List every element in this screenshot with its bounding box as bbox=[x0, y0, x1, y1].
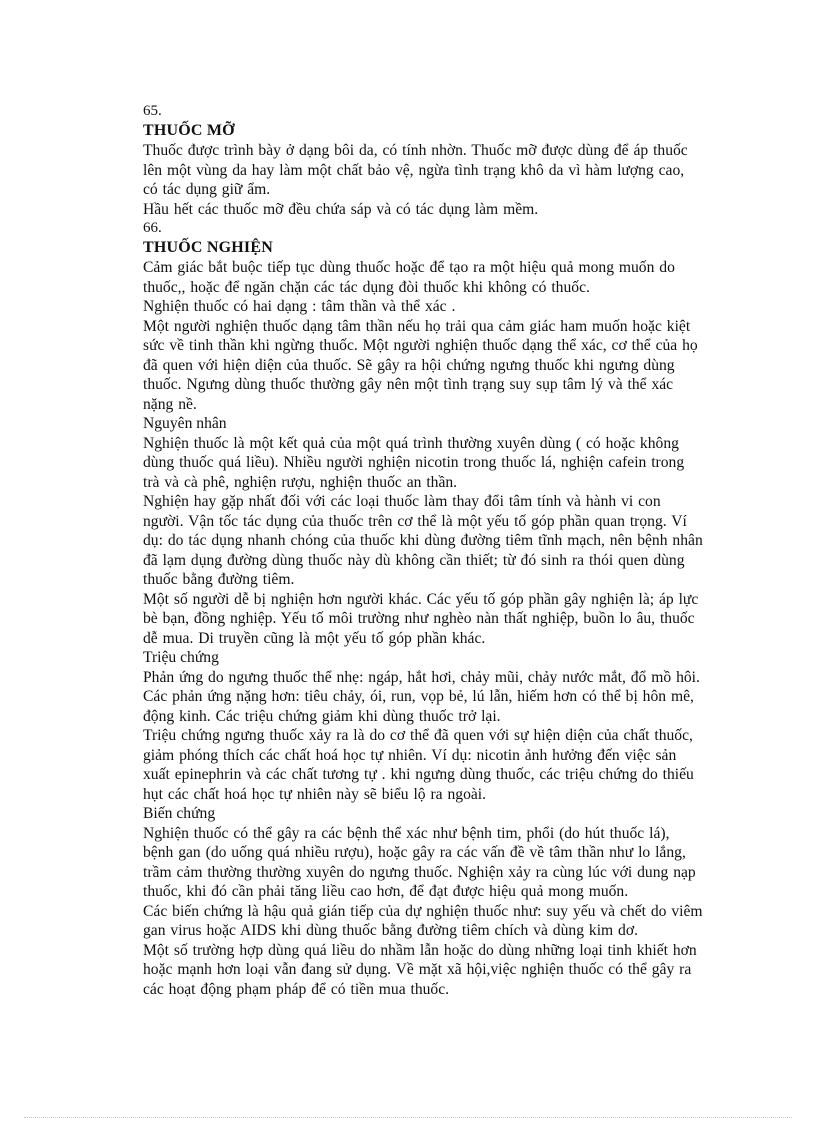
section-symptoms bbox=[143, 648, 703, 804]
document-page bbox=[143, 102, 703, 999]
paragraph: Nghiện thuốc có thể gây ra các bệnh thể xác như bệnh tim, phổi (do hút thuốc lá), bệnh gan (do uống quá nhiều rượu), hoặc gây ra các vấn đề về tâm thần như lo lắng, trầm cảm thường thường xuyên do ngưng thuốc. Nghiện xảy ra cùng lúc với dung nạp thuốc, khi đó cần phải tăng liều cao hơn, để đạt được hiệu quả mong muốn. bbox=[143, 824, 696, 900]
section-heading: Biến chứng bbox=[143, 805, 216, 822]
paragraph: Một số trường hợp dùng quá liều do nhầm lẫn hoặc do dùng những loại tinh khiết hơn hoặc mạnh hơn loại vẫn đang sử dụng. Về mặt xã hội,việc nghiện thuốc có thể gây ra các hoạt động phạm pháp để có tiền mua thuốc. bbox=[143, 941, 697, 998]
paragraph: Nghiện thuốc có hai dạng : tâm thần và thể xác . bbox=[143, 298, 456, 315]
section-heading: Nguyên nhân bbox=[143, 415, 227, 432]
paragraph: Các biến chứng là hậu quả gián tiếp của dự nghiện thuốc như: suy yếu và chết do viêm gan virus hoặc AIDS khi dùng thuốc bằng đường tiêm chích và dùng kim dơ. bbox=[143, 902, 703, 939]
entry-number: 66. bbox=[143, 220, 162, 236]
paragraph: Nghiện thuốc là một kết quả của một quá trình thường xuyên dùng ( có hoặc không dùng thuốc quá liều). Nhiều người nghiện nicotin trong thuốc lá, nghiện cafein trong trà và cà phê, nghiện rượu, nghiện thuốc an thần. bbox=[143, 434, 685, 491]
paragraph: Nghiện hay gặp nhất đối với các loại thuốc làm thay đổi tâm tính và hành vi con người. Vận tốc tác dụng của thuốc trên cơ thể là một yếu tố góp phần quan trọng. Ví dụ: do tác dụng nhanh chóng của thuốc khi dùng đường tiêm tĩnh mạch, nên bệnh nhân đã lạm dụng đường dùng thuốc này dù không cần thiết; từ đó sinh ra thói quen dùng thuốc bằng đường tiêm. bbox=[143, 493, 703, 588]
entry-65 bbox=[143, 102, 703, 219]
page-footer-divider bbox=[24, 1117, 792, 1118]
entry-title: THUỐC MỠ bbox=[143, 122, 235, 139]
section-heading: Triệu chứng bbox=[143, 649, 219, 666]
paragraph: Một số người dễ bị nghiện hơn người khác. Các yếu tố góp phần gây nghiện là; áp lực bè bạn, đồng nghiệp. Yếu tố môi trường như nghèo nàn thất nghiệp, buồn lo âu, thuốc dễ mua. Di truyền cũng là một yếu tố góp phần khác. bbox=[143, 590, 699, 647]
section-causes bbox=[143, 414, 703, 648]
paragraph: Một người nghiện thuốc dạng tâm thần nếu họ trải qua cảm giác ham muốn hoặc kiệt sức về tinh thần khi ngừng thuốc. Một người nghiện thuốc dạng thể xác, cơ thể của họ đã quen với hiện diện của thuốc. Sẽ gây ra hội chứng ngưng thuốc khi ngưng dùng thuốc. Ngưng dùng thuốc thường gây nên một tình trạng suy sụp tâm lý và thể xác nặng nề. bbox=[143, 317, 698, 413]
section-complications bbox=[143, 804, 703, 999]
paragraph: Phản ứng do ngưng thuốc thể nhẹ: ngáp, hắt hơi, chảy mũi, chảy nước mắt, đổ mồ hôi. Các phản ứng nặng hơn: tiêu chảy, ói, run, vọp bẻ, lú lẫn, hiếm hơn có thể bị hôn mê, động kinh. Các triệu chứng giảm khi dùng thuốc trở lại. bbox=[143, 668, 700, 725]
paragraph: Cảm giác bắt buộc tiếp tục dùng thuốc hoặc để tạo ra một hiệu quả mong muốn do thuốc,, hoặc để ngăn chặn các tác dụng đòi thuốc khi không có thuốc. bbox=[143, 259, 675, 296]
entry-number: 65. bbox=[143, 103, 162, 119]
paragraph: Thuốc được trình bày ở dạng bôi da, có tính nhờn. Thuốc mỡ được dùng để áp thuốc lên một vùng da hay làm một chất bảo vệ, ngừa tình trạng khô da vì hàm lượng cao, có tác dụng giữ ẩm. bbox=[143, 142, 688, 198]
entry-title: THUỐC NGHIỆN bbox=[143, 239, 273, 256]
paragraph: Hầu hết các thuốc mỡ đều chứa sáp và có tác dụng làm mềm. bbox=[143, 200, 539, 218]
entry-66 bbox=[143, 219, 703, 999]
paragraph: Triệu chứng ngưng thuốc xảy ra là do cơ thể đã quen với sự hiện diện của chất thuốc, giảm phóng thích các chất hoá học tự nhiên. Ví dụ: nicotin ảnh hưởng đến việc sản xuất epinephrin và các chất tương tự . khi ngưng dùng thuốc, các triệu chứng do thiếu hụt các chất hoá học tự nhiên này sẽ biểu lộ ra ngoài. bbox=[143, 727, 694, 803]
